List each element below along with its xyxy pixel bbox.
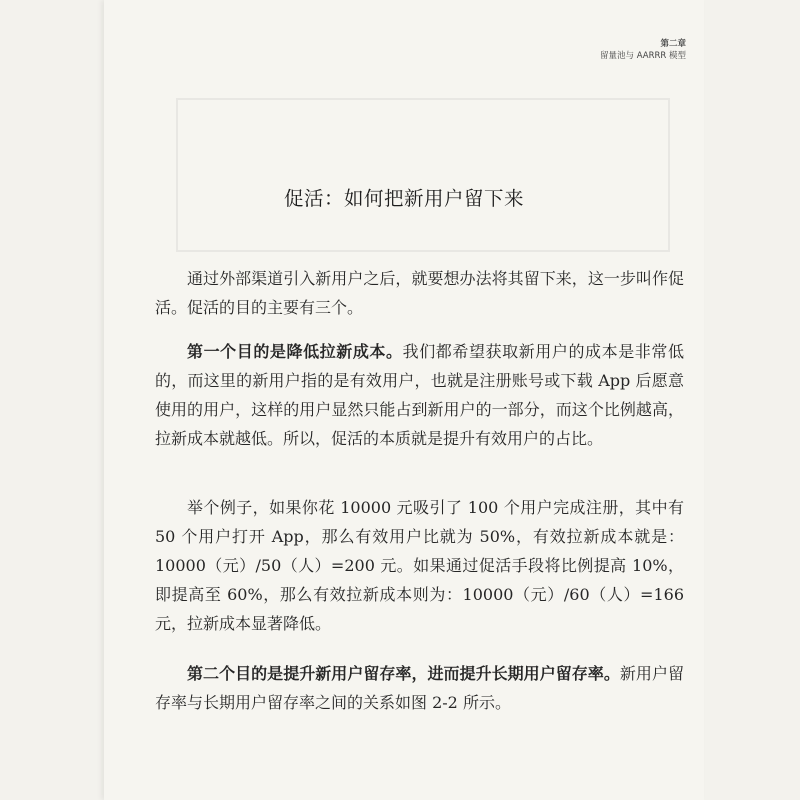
paragraph-1-text: 通过外部渠道引入新用户之后，就要想办法将其留下来，这一步叫作促活。促活的目的主要有三个。 [155, 269, 684, 317]
running-header [600, 38, 686, 62]
paragraph-4-text [155, 659, 684, 717]
paragraph-3 [155, 493, 684, 638]
book-page [104, 0, 704, 800]
chapter-subtitle: 留量池与 AARRR 模型 [600, 51, 686, 61]
paragraph-4 [155, 659, 684, 717]
paragraph-4-lead: 第二个目的是提升新用户留存率，进而提升长期用户留存率。 [187, 664, 620, 683]
paragraph-2-rest: 我们都希望获取新用户的成本是非常低的，而这里的新用户指的是有效用户，也就是注册账号或下载 App 后愿意使用的用户，这样的用户显然只能占到新用户的一部分，而这个比例越高，拉新成本就越低。所以，促活的本质就是提升有效用户的占比。 [155, 342, 684, 448]
paragraph-2 [155, 337, 684, 453]
chapter-label: 第二章 [660, 39, 686, 49]
paragraph-1 [155, 264, 684, 322]
paragraph-2-lead: 第一个目的是降低拉新成本。 [187, 342, 403, 361]
paragraph-2-text [155, 337, 684, 453]
paragraph-4-rest: 新用户留存率与长期用户留存率之间的关系如图 2-2 所示。 [155, 664, 684, 712]
section-title: 促活：如何把新用户留下来 [283, 187, 524, 210]
bleed-through-box [176, 98, 670, 252]
paragraph-3-text: 举个例子，如果你花 10000 元吸引了 100 个用户完成注册，其中有 50 个用户打开 App，那么有效用户比就为 50%，有效拉新成本就是：10000（元）/50（人）=200 元。如果通过促活手段将比例提高 10%，即提高至 60%，那么有效拉新成本则为：10000（元）/60（人）=166 元，拉新成本显著降低。 [155, 498, 684, 633]
